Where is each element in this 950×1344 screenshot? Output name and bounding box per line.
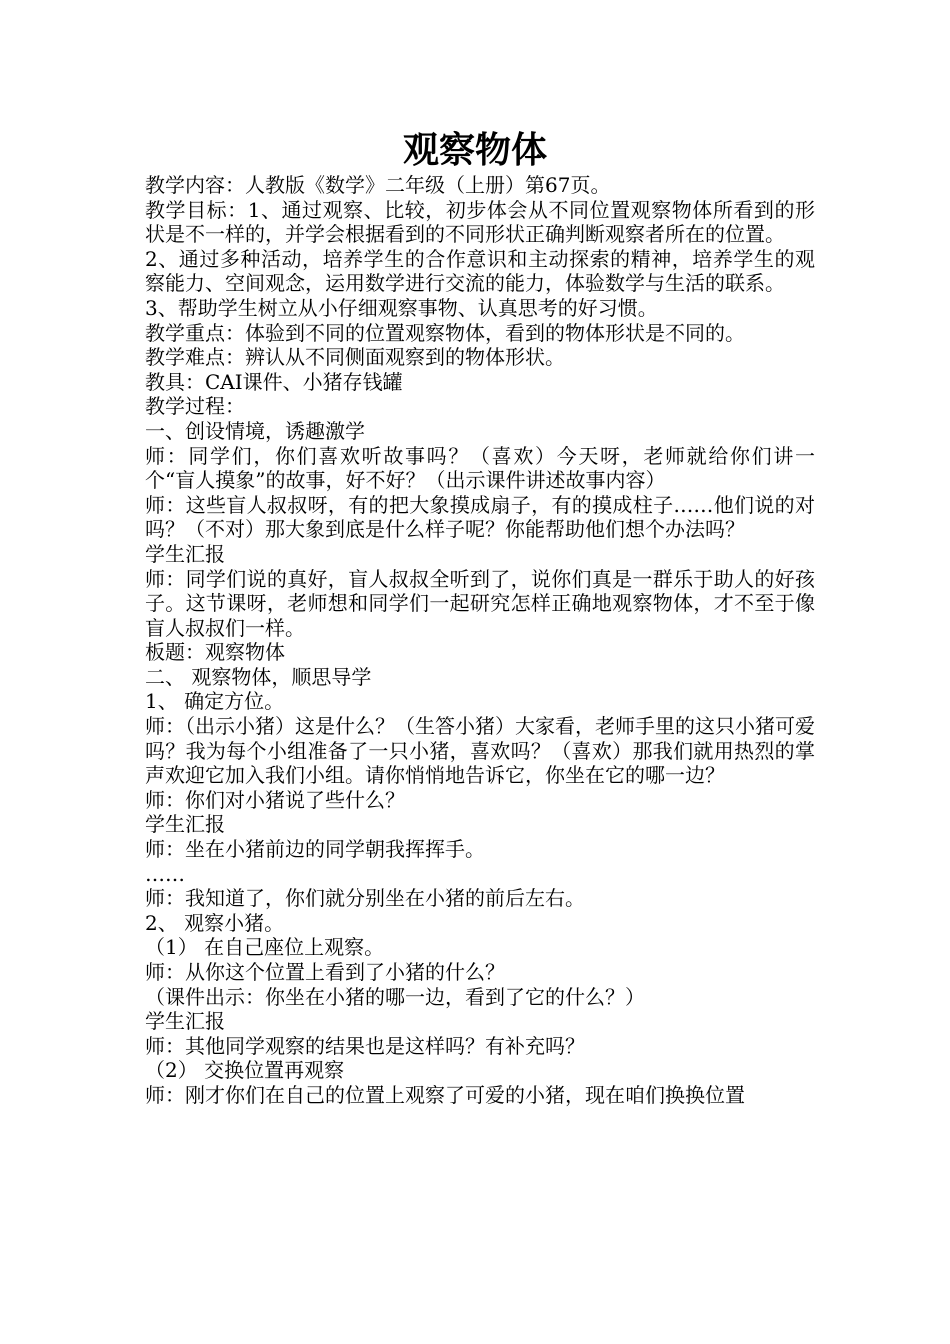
paragraph: 教具：CAI课件、小猪存钱罐 — [145, 369, 403, 394]
paragraph: 师：我知道了，你们就分别坐在小猪的前后左右。 — [145, 886, 585, 911]
paragraph: 师：你们对小猪说了些什么？ — [145, 787, 405, 812]
paragraph: 1、 确定方位。 — [145, 689, 285, 714]
paragraph: 教学难点：辨认从不同侧面观察到的物体形状。 — [145, 345, 565, 370]
paragraph: 师：刚才你们在自己的位置上观察了可爱的小猪，现在咱们换换位置 — [145, 1082, 745, 1107]
paragraph: …… — [145, 861, 185, 886]
paragraph: 板题：观察物体 — [145, 640, 285, 665]
paragraph: 二、 观察物体，顺思导学 — [145, 664, 372, 689]
document-title: 观察物体 — [402, 130, 547, 171]
paragraph: 师：这些盲人叔叔呀，有的把大象摸成扇子，有的摸成柱子……他们说的对吗？（不对）那大象到底是什么样子呢？你能帮助他们想个办法吗？ — [145, 492, 815, 542]
paragraph: 师：其他同学观察的结果也是这样吗？有补充吗？ — [145, 1033, 585, 1058]
paragraph: 师：坐在小猪前边的同学朝我挥挥手。 — [145, 837, 485, 862]
paragraph: （1） 在自己座位上观察。 — [145, 935, 385, 960]
paragraph: 教学过程： — [145, 394, 245, 419]
paragraph: 师：同学们说的真好，盲人叔叔全听到了，说你们真是一群乐于助人的好孩子。这节课呀，老师想和同学们一起研究怎样正确地观察物体，才不至于像盲人叔叔们一样。 — [145, 566, 815, 640]
paragraph: 2、通过多种活动，培养学生的合作意识和主动探索的精神，培养学生的观察能力、空间观念，运用数学进行交流的能力，体验数学与生活的联系。 — [145, 246, 815, 296]
paragraph: 教学重点：体验到不同的位置观察物体，看到的物体形状是不同的。 — [145, 320, 745, 345]
paragraph: 2、 观察小猪。 — [145, 910, 285, 935]
paragraph: （课件出示：你坐在小猪的哪一边，看到了它的什么？） — [145, 984, 645, 1009]
paragraph: 师：（出示小猪）这是什么？（生答小猪）大家看，老师手里的这只小猪可爱吗？我为每个小组准备了一只小猪，喜欢吗？（喜欢）那我们就用热烈的掌声欢迎它加入我们小组。请你悄悄地告诉它，你坐在它的哪一边？ — [145, 714, 815, 788]
paragraph: 教学目标：1、通过观察、比较，初步体会从不同位置观察物体所看到的形状是不一样的，并学会根据看到的不同形状正确判断观察者所在的位置。 — [145, 197, 815, 247]
paragraph: （2） 交换位置再观察 — [145, 1058, 345, 1083]
paragraph: 师：从你这个位置上看到了小猪的什么？ — [145, 960, 505, 984]
document-body — [145, 173, 815, 1108]
paragraph: 3、帮助学生树立从小仔细观察事物、认真思考的好习惯。 — [145, 295, 658, 320]
paragraph: 师：同学们，你们喜欢听故事吗？（喜欢）今天呀，老师就给你们讲一个“盲人摸象”的故事，好不好？（出示课件讲述故事内容） — [145, 443, 815, 493]
paragraph: 学生汇报 — [145, 541, 225, 566]
paragraph: 学生汇报 — [145, 1009, 225, 1034]
paragraph: 学生汇报 — [145, 812, 225, 837]
paragraph: 教学内容：人教版《数学》二年级（上册）第67页。 — [145, 173, 611, 197]
paragraph: 一、创设情境，诱趣激学 — [145, 418, 365, 443]
